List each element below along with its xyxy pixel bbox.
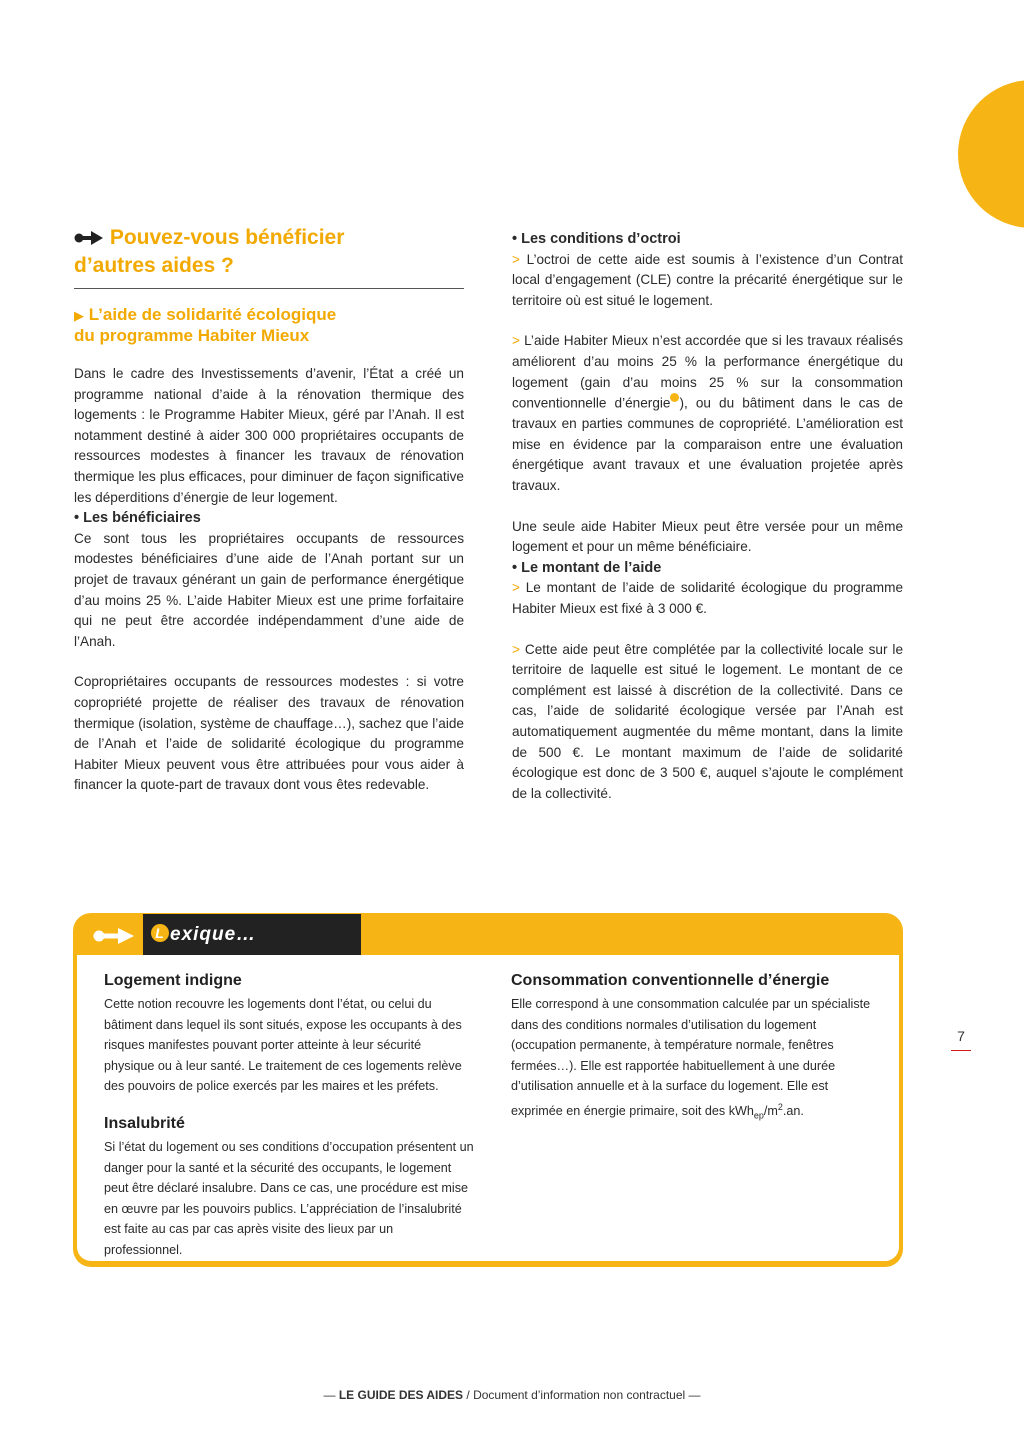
beneficiaires-paragraph-2: Copropriétaires occupants de ressources modestes : si votre copropriété projette de réaliser des travaux de rénovation thermique (isolation, système de chauffage…), sachez que l’aide de l’Anah et l’aide de solidarité écologique du programme Habiter Mieux peuvent vous être attribuées pour vous aider à financer la quote-part de travaux dont vous êtes redevable. (74, 674, 464, 793)
gt-marker: > (512, 251, 520, 267)
beneficiaires-paragraph-1: Ce sont tous les propriétaires occupants de ressources modestes bénéficiaires d’une aide de l’Anah portant sur un projet de travaux générant un gain de performance énergétique d’au moins 25 %. L’aide Habiter Mieux est une prime forfaitaire qui ne peut être accordée indépendamment d’une aide de l’Anah. (74, 530, 464, 649)
left-column (74, 224, 464, 796)
montant-paragraph-1 (512, 578, 903, 619)
conditions-heading: • Les conditions d’octroi (512, 231, 681, 247)
lexique-right-column (511, 969, 881, 1126)
arrow-right-icon (74, 230, 104, 246)
main-heading-line2: d’autres aides ? (74, 254, 234, 277)
unit-end: .an. (782, 1104, 804, 1119)
triangle-bullet-icon: ▶ (74, 308, 84, 323)
lexique-left-column (104, 969, 474, 1261)
conditions-paragraph-3: Une seule aide Habiter Mieux peut être versée pour un même logement et pour un même bénéficiaire. (512, 518, 903, 555)
conditions-paragraph-1 (512, 250, 903, 312)
definition-insalubrite: Si l’état du logement ou ses conditions d’occupation présentent un danger pour la santé et la sécurité des occupants, le logement peut être déclaré insalubre. Dans ce cas, une procédure est mise en œuvre par les pouvoirs publics. L’appréciation de l’insalubrité est faite au cas par cas après visite des lieux par un professionnel. (104, 1139, 474, 1257)
footer-title: LE GUIDE DES AIDES (338, 1388, 464, 1402)
footer-dash: — (323, 1388, 339, 1402)
montant-text-1: Le montant de l’aide de solidarité écologique du programme Habiter Mieux est fixé à 3 000 €. (512, 580, 904, 617)
gt-marker: > (512, 580, 520, 596)
footer (0, 1388, 1024, 1402)
lexique-box (73, 913, 903, 1267)
unit-superscript: 2 (777, 1101, 783, 1112)
main-heading-line1: Pouvez-vous bénéficier (109, 226, 345, 249)
montant-text-2: Cette aide peut être complétée par la collectivité locale sur le territoire de laquelle est situé le logement. Le montant de ce complément est laissé à discrétion de la collectivité. Dans ce cas, l’aide de solidarité écologique versée par l’Anah est automatiquement augmentée du même montant, dans la limite de 500 €. Le montant maximum de l’aide de solidarité écologique est donc de 3 500 €, auquel s’ajoute le complément de la collectivité. (512, 641, 903, 801)
lexique-title-tab (143, 914, 361, 955)
montant-heading: • Le montant de l’aide (512, 559, 662, 576)
unit-mid: /m (763, 1104, 778, 1119)
gt-marker: > (512, 333, 520, 349)
right-column (512, 229, 903, 804)
footer-rest: / Document d’information non contractuel — (463, 1388, 701, 1402)
page-number-rule (951, 1050, 971, 1051)
term-insalubrite: Insalubrité (104, 1114, 185, 1132)
term-consommation-conventionnelle: Consommation conventionnelle d’énergie (511, 972, 830, 989)
conditions-paragraph-2 (512, 331, 903, 496)
conditions-text-2a: L’aide Habiter Mieux n’est accordée que si les travaux réalisés améliorent d’au moins 25 % la performance énergétique du logement (gain d’au moins 25 % sur la consommation conventionnelle d’énergie (512, 333, 903, 411)
conditions-text-1: L’octroi de cette aide est soumis à l’existence d’un Contrat local d’engagement (CLE) contre la précarité énergétique sur le territoire où est situé le logement. (512, 251, 903, 308)
lexique-initial: L (151, 924, 169, 942)
lexique-content (77, 955, 899, 1261)
main-heading (74, 224, 464, 289)
decorative-corner-circle (958, 80, 1024, 228)
conditions-text-2b: ), ou du bâtiment dans le cas de travaux en parties communes de copropriété. L’amélioration est mise en évidence par la comparaison entre une évaluation énergétique avant travaux et une évaluation projetée après travaux. (512, 395, 904, 494)
gt-marker: > (512, 641, 520, 657)
page-number: 7 (957, 1028, 965, 1044)
sub-heading (74, 305, 464, 346)
arrow-right-icon (93, 927, 135, 945)
montant-paragraph-2 (512, 640, 903, 805)
definition-consommation-conventionnelle (511, 994, 881, 1126)
lexique-title-rest: exique… (170, 924, 257, 945)
sub-heading-line1: L’aide de solidarité écologique (88, 305, 337, 324)
unit-subscript: ep (753, 1110, 764, 1121)
definition-text: Elle correspond à une consommation calculée par un spécialiste dans des conditions normales d’utilisation du logement (occupation permanente, à température normale, fenêtres fermées…). Elle est rapportée habituellement à une durée d’utilisation annuelle et à la surface du logement. Elle est exprimée en énergie primaire, soit des kWh (511, 997, 871, 1119)
beneficiaires-heading: • Les bénéficiaires (74, 510, 201, 527)
sub-heading-line2: du programme Habiter Mieux (74, 326, 310, 345)
definition-logement-indigne: Cette notion recouvre les logements dont l’état, ou celui du bâtiment dans lequel ils sont situés, expose les occupants à des risques manifestes pouvant porter atteinte à leur sécurité physique ou à leur santé. Le traitement de ces logements relève des pouvoirs de police exercés par les maires et les préfets. (104, 997, 462, 1094)
term-logement-indigne: Logement indigne (104, 972, 242, 989)
intro-paragraph: Dans le cadre des Investissements d’avenir, l’État a créé un programme national d’aide à la rénovation thermique des logements : le Programme Habiter Mieux, géré par l’Anah. Il est notamment destiné à aider 300 000 propriétaires occupants de ressources modestes à financer les travaux de rénovation thermique les plus efficaces, pour diminuer de façon significative les déperditions d’énergie de leur logement. (74, 366, 464, 505)
